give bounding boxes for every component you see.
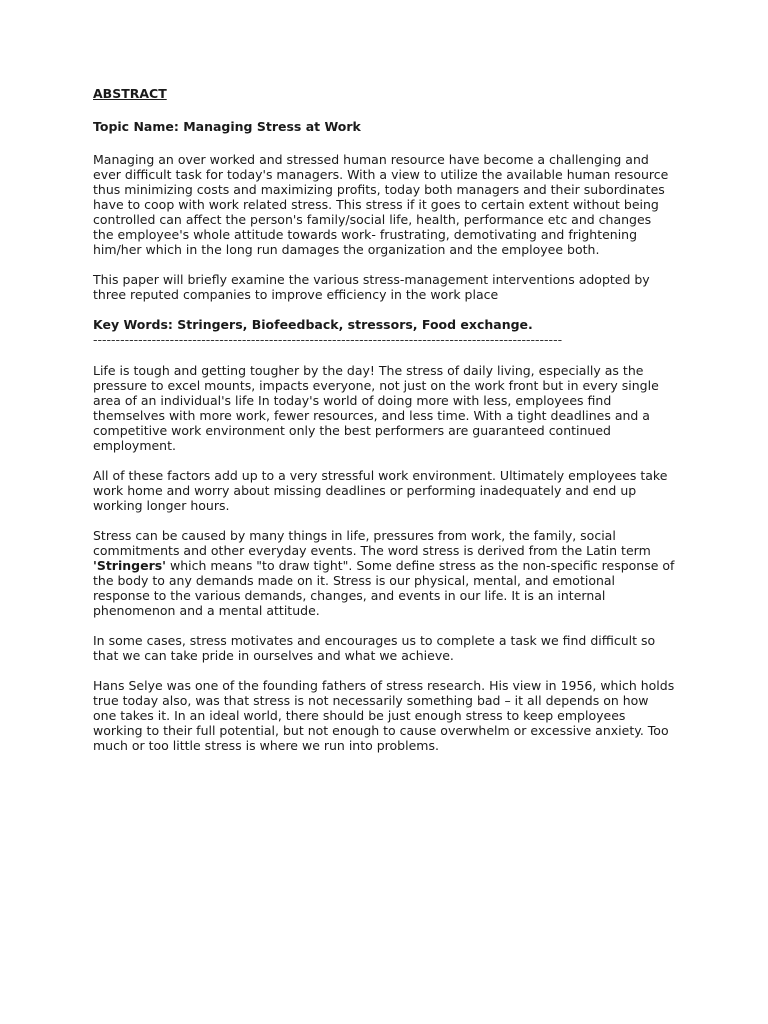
separator-line: --------------------------------------------------------------------------------------------------------: [93, 332, 563, 347]
topic-title: Topic Name: Managing Stress at Work: [93, 119, 361, 134]
abstract-heading: ABSTRACT: [93, 86, 167, 101]
keywords-line: Key Words: Stringers, Biofeedback, stressors, Food exchange.: [93, 317, 533, 332]
body-paragraph-3: [93, 528, 675, 618]
body-paragraph-3-start: Stress can be caused by many things in life, pressures from work, the family, social commitments and other everyday events. The word stress is derived from the Latin term: [93, 528, 651, 558]
body-paragraph-3-end: which means "to draw tight". Some define stress as the non-specific response of the body to any demands made on it. Stress is our physical, mental, and emotional response to the various demands, changes, and events in our life. It is an internal phenomenon and a mental attitude.: [93, 558, 675, 618]
stringers-term: 'Stringers': [93, 558, 167, 573]
body-paragraph-1: Life is tough and getting tougher by the day! The stress of daily living, especially as the pressure to excel mounts, impacts everyone, not just on the work front but in every single area of an individual's life In today's world of doing more with less, employees find themselves with more work, fewer resources, and less time. With a tight deadlines and a competitive work environment only the best performers are guaranteed continued employment.: [93, 363, 659, 453]
body-paragraph-4: In some cases, stress motivates and encourages us to complete a task we find difficult so that we can take pride in ourselves and what we achieve.: [93, 633, 656, 663]
document-page: [93, 86, 675, 768]
abstract-paragraph-1: Managing an over worked and stressed human resource have become a challenging and ever difficult task for today's managers. With a view to utilize the available human resource thus minimizing costs and maximizing profits, today both managers and their subordinates have to coop with work related stress. This stress if it goes to certain extent without being controlled can affect the person's family/social life, health, performance etc and changes the employee's whole attitude towards work- frustrating, demotivating and frightening him/her which in the long run damages the organization and the employee both.: [93, 152, 669, 257]
body-paragraph-2: All of these factors add up to a very stressful work environment. Ultimately employees take work home and worry about missing deadlines or performing inadequately and end up working longer hours.: [93, 468, 668, 513]
abstract-paragraph-2: This paper will briefly examine the various stress-management interventions adopted by three reputed companies to improve efficiency in the work place: [93, 272, 650, 302]
body-paragraph-5: Hans Selye was one of the founding fathers of stress research. His view in 1956, which holds true today also, was that stress is not necessarily something bad – it all depends on how one takes it. In an ideal world, there should be just enough stress to keep employees working to their full potential, but not enough to cause overwhelm or excessive anxiety. Too much or too little stress is where we run into problems.: [93, 678, 675, 753]
